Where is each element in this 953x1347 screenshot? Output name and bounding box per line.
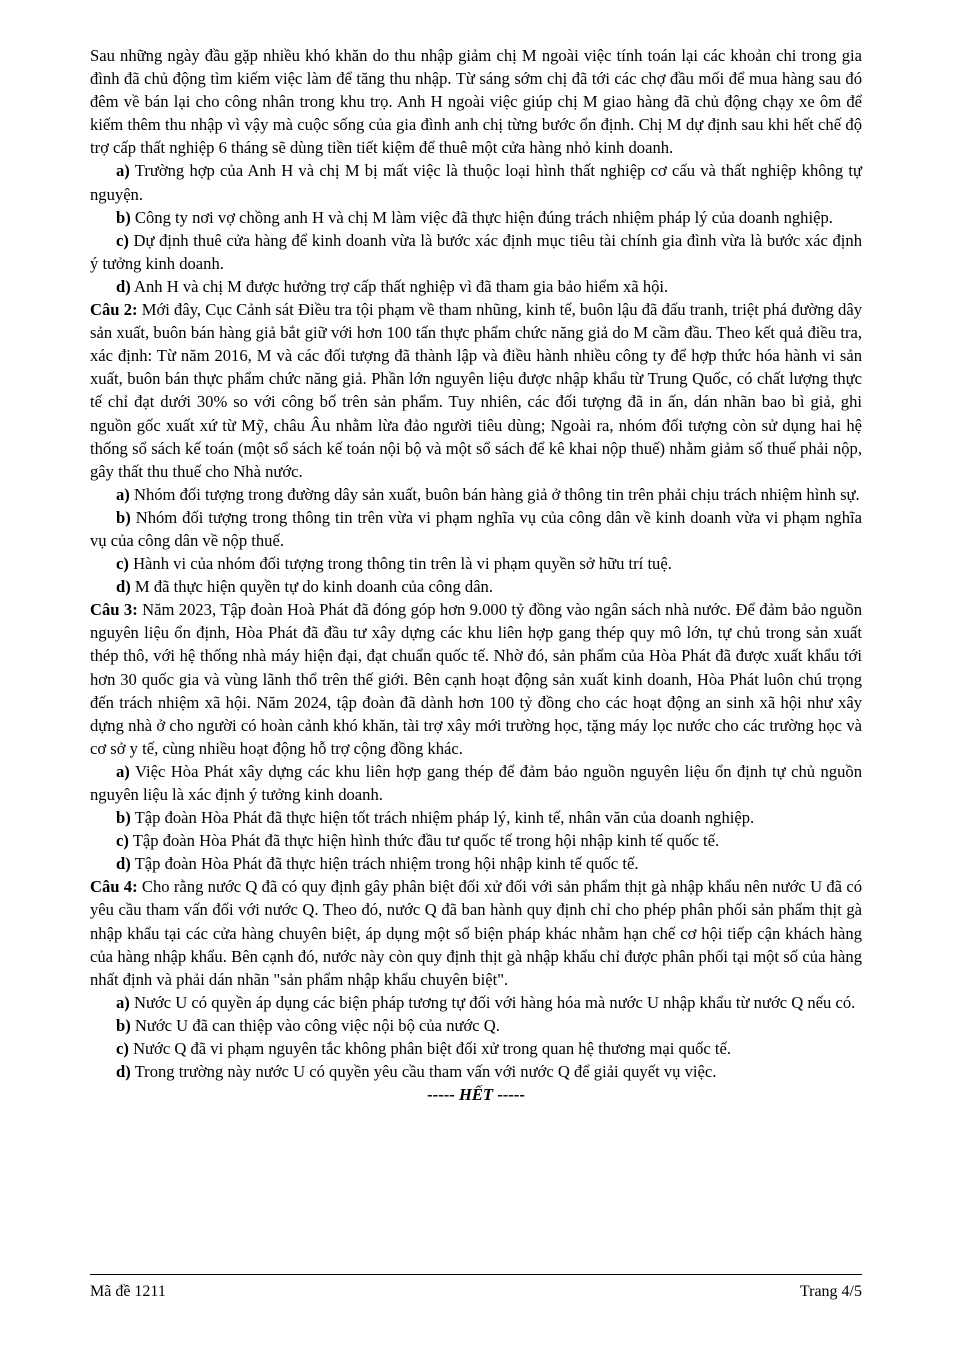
option-a: a) Nước U có quyền áp dụng các biện pháp tương tự đối với hàng hóa mà nước U nhập khẩu từ nước Q nếu có. — [116, 992, 856, 1012]
option-d: d) Trong trường này nước U có quyền yêu cầu tham vấn với nước Q để giải quyết vụ việc. — [116, 1062, 717, 1082]
option-a: a) Nhóm đối tượng trong đường dây sản xuất, buôn bán hàng giả ở thông tin trên phải chịu trách nhiệm hình sự. — [116, 484, 860, 504]
intro-paragraph: Sau những ngày đầu gặp nhiều khó khăn do thu nhập giảm chị M ngoài việc tính toán lại các khoản chi trong gia đình đã chủ động tìm kiếm việc làm để tăng thu nhập. Từ sáng sớm chị đã tới các chợ đầu mối để mua hàng sau đó đêm về bán lại cho công nhân trong khu trọ. Anh H ngoài việc giúp chị M giao hàng đã chủ động chạy xe ôm để kiếm thêm thu nhập vì vậy mà cuộc sống của gia đình anh chị từng bước ổn định. Chị M dự định sau khi hết chế độ trợ cấp thất nghiệp 6 tháng sẽ dùng tiền tiết kiệm để thuê một cửa hàng nhỏ kinh doanh. — [90, 46, 862, 158]
question-stem: Câu 2: Mới đây, Cục Cảnh sát Điều tra tội phạm về tham nhũng, kinh tế, buôn lậu đã đấu tranh, triệt phá đường dây sản xuất, buôn bán hàng giả bắt giữ với hơn 100 tấn thực phẩm chức năng giả do M cầm đầu. Theo kết quả điều tra, xác định: Từ năm 2016, M và các đối tượng đã thành lập và điều hành nhiều công ty để hợp thức hóa hành vi sản xuất, buôn bán thực phẩm chức năng giả. Phần lớn nguyên liệu được nhập khẩu từ Trung Quốc, có chất lượng thực tế chỉ đạt dưới 30% so với công bố trên sản phẩm. Tuy nhiên, các đối tượng đã in ấn, dán nhãn bao bì giả, ghi nguồn gốc xuất xứ từ Mỹ, châu Âu nhằm lừa đảo người tiêu dùng; Ngoài ra, nhóm đối tượng còn sử dụng hai hệ thống sổ sách kế toán (một sổ sách kế toán nội bộ và một sổ sách để kê khai nộp thuế) nhằm giảm số thuế phải nộp, gây thất thu thuế cho Nhà nước. — [90, 300, 862, 481]
question-stem: Câu 4: Cho rằng nước Q đã có quy định gây phân biệt đối xử đối với sản phẩm thịt gà nhập khẩu nên nước U đã có yêu cầu tham vấn đối với nước Q. Theo đó, nước Q đã ban hành quy định chỉ cho phép phân phối sản phẩm thịt gà nhập khẩu tại các cửa hàng chuyên biệt, áp dụng một số biện pháp khác nhằm hạn chế cơ hội tiếp cận khách hàng của hàng nhập khẩu. Bên cạnh đó, nước này còn quy định thịt gà nhập khẩu chỉ được phân phối tại một số của hàng nhất định và phải dán nhãn "sản phẩm nhập khẩu chuyên biệt". — [90, 877, 862, 989]
question-label: Câu 4: — [90, 877, 138, 897]
option-c: c) Tập đoàn Hòa Phát đã thực hiện hình thức đầu tư quốc tế trong hội nhập kinh tế quốc tế. — [116, 831, 720, 851]
option-b: b) Nước U đã can thiệp vào công việc nội bộ của nước Q. — [116, 1015, 500, 1035]
q1-options — [90, 159, 862, 298]
option-c: c) Dự định thuê cửa hàng để kinh doanh vừa là bước xác định mục tiêu tài chính gia đình vừa là bước xác định ý tưởng kinh doanh. — [90, 230, 862, 273]
option-b: b) Nhóm đối tượng trong thông tin trên vừa vi phạm nghĩa vụ của công dân về kinh doanh vừa vi phạm nghĩa vụ của công dân về nộp thuế. — [90, 507, 862, 550]
option-c: c) Hành vi của nhóm đối tượng trong thông tin trên là vi phạm quyền sở hữu trí tuệ. — [116, 554, 672, 574]
option-c: c) Nước Q đã vi phạm nguyên tắc không phân biệt đối xử trong quan hệ thương mại quốc tế. — [116, 1039, 732, 1059]
page-footer — [90, 1281, 862, 1303]
option-a: a) Trường hợp của Anh H và chị M bị mất việc là thuộc loại hình thất nghiệp cơ cấu và thất nghiệp không tự nguyện. — [90, 161, 862, 204]
option-b: b) Tập đoàn Hòa Phát đã thực hiện tốt trách nhiệm pháp lý, kinh tế, nhân văn của doanh nghiệp. — [116, 808, 755, 828]
option-d: d) Tập đoàn Hòa Phát đã thực hiện trách nhiệm trong hội nhập kinh tế quốc tế. — [116, 854, 639, 874]
exam-code: Mã đề 1211 — [90, 1283, 166, 1300]
option-d: d) Anh H và chị M được hưởng trợ cấp thất nghiệp vì đã tham gia bảo hiểm xã hội. — [116, 276, 669, 296]
question-stem: Câu 3: Năm 2023, Tập đoàn Hoà Phát đã đóng góp hơn 9.000 tỷ đồng vào ngân sách nhà nước. Để đảm bảo nguồn nguyên liệu ổn định, Hòa Phát đã đầu tư xây dựng các khu liên hợp gang thép quy mô lớn, tự chủ trong sản xuất thép thô, với hệ thống nhà máy hiện đại, đạt chuẩn quốc tế. Nhờ đó, sản phẩm của Hòa Phát đã được xuất khẩu tới hơn 30 quốc gia và vùng lãnh thổ trên thế giới. Bên cạnh hoạt động sản xuất kinh doanh, Hòa Phát luôn chú trọng đến trách nhiệm xã hội. Năm 2024, tập đoàn đã dành hơn 100 tỷ đồng cho các hoạt động an sinh xã hội như xây dựng nhà ở cho người có hoàn cảnh khó khăn, tài trợ xây mới trường học, tặng máy lọc nước cho các trường học và cơ sở y tế, cùng nhiều hoạt động hỗ trợ cộng đồng khác. — [90, 600, 863, 758]
page-number: Trang 4/5 — [799, 1283, 862, 1300]
question-label: Câu 3: — [90, 600, 138, 620]
option-a: a) Việc Hòa Phát xây dựng các khu liên hợp gang thép để đảm bảo nguồn nguyên liệu ổn định tự chủ nguồn nguyên liệu là xác định ý tưởng kinh doanh. — [90, 761, 862, 804]
option-b: b) Công ty nơi vợ chồng anh H và chị M làm việc đã thực hiện đúng trách nhiệm pháp lý của doanh nghiệp. — [116, 207, 833, 227]
question-2 — [90, 298, 862, 598]
exam-page — [90, 44, 862, 1106]
option-d: d) M đã thực hiện quyền tự do kinh doanh của công dân. — [116, 577, 494, 597]
question-3 — [90, 598, 862, 875]
question-4 — [90, 875, 862, 1083]
question-label: Câu 2: — [90, 300, 138, 320]
end-marker: ----- HẾT ----- — [427, 1085, 525, 1105]
footer-divider — [90, 1274, 862, 1275]
